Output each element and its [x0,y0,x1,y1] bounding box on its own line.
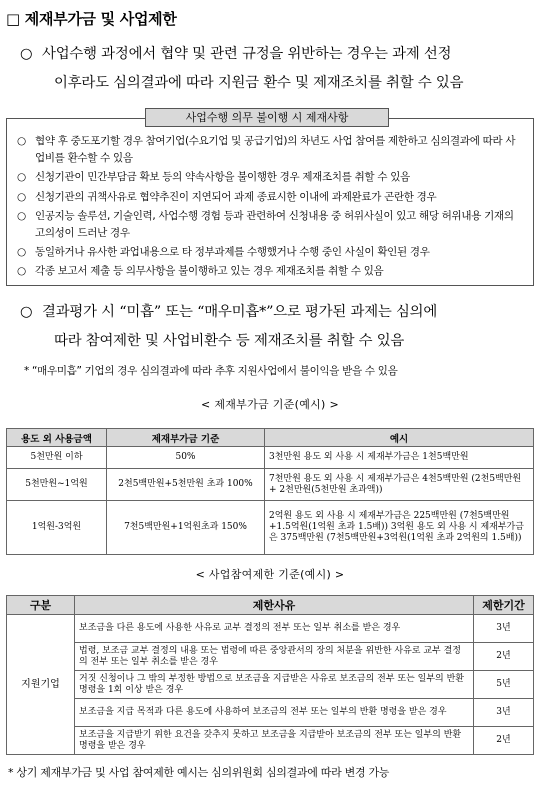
sanctions-box [6,118,534,286]
footnote-change-notice: * 상기 제재부가금 및 사업 참여제한 예시는 심의위원회 심의결과에 따라 변경 가능 [8,766,390,779]
paragraph-evaluation [20,298,532,356]
footnote-very-poor: * “매우미흡” 기업의 경우 심의결과에 따라 추후 지원사업에서 불이익을 받을 수 있음 [24,365,398,377]
example-cell: 2억원 용도 외 사용 시 제재부가금은 225백만원 (7천5백만원+1.5억원(1억원 초과 1.5배)) 3억원 용도 외 사용 시 제재부가금은 375백만원 (7천5백만원+3억원(1억원 초과 2억원의 1.5배)) [265,501,534,555]
sanction-text: 인공지능 솔루션, 기술인력, 사업수행 경험 등과 관련하여 신청내용 중 허위사실이 있고 해당 허위내용 기재의 고의성이 드러난 경우 [35,209,514,240]
circle-bullet-icon: ○ [20,304,33,320]
paragraph-line-2: 이후라도 심의결과에 따라 지원금 환수 및 제재조치를 취할 수 있음 [54,75,464,91]
reason-cell: 법령, 보조금 교부 결정의 내용 또는 법령에 따른 중앙관서의 장의 처분을 위반한 사유로 교부 결정의 전부 또는 일부 취소를 받은 경우 [75,643,474,671]
reason-cell: 보조금을 지급 목적과 다른 용도에 사용하여 보조금의 전부 또는 일부의 반환 명령을 받은 경우 [75,699,474,727]
sanction-item [17,244,525,261]
sanction-item [17,189,525,206]
sanction-text: 신청기관의 귀책사유로 협약추진이 지연되어 과제 종료시한 이내에 과제완료가 곤란한 경우 [35,190,437,203]
rule-cell: 50% [107,447,265,469]
rule-cell: 7천5백만원+1억원초과 150% [107,501,265,555]
amount-cell: 5천만원 이하 [7,447,107,469]
table-header-row [7,596,534,615]
sanction-item [17,263,525,280]
paragraph-violation [20,40,532,98]
table-row [7,615,534,643]
table-row [7,699,534,727]
paragraph-line-2: 따라 참여제한 및 사업비환수 등 제재조치를 취할 수 있음 [54,333,405,349]
period-cell: 5년 [474,671,534,699]
reason-cell: 보조금을 지급받기 위한 요건을 갖추지 못하고 보조금을 지급받아 보조금의 전부 또는 일부의 반환명령을 받은 경우 [75,727,474,755]
circle-bullet-icon: ○ [17,246,26,259]
circle-bullet-icon: ○ [17,135,26,147]
sanction-item [17,208,525,242]
restriction-table [6,595,534,755]
period-cell: 2년 [474,643,534,671]
amount-cell: 1억원-3억원 [7,501,107,555]
sanction-text: 신청기관이 민간부담금 확보 등의 약속사항을 불이행한 경우 제재조치를 취할 수 있음 [35,171,410,184]
table2-caption: < 사업참여제한 기준(예시) > [195,568,345,581]
rule-cell: 2천5백만원+5천만원 초과 100% [107,469,265,501]
table-row [7,447,534,469]
circle-bullet-icon: ○ [17,265,26,278]
paragraph-line-1: 결과평가 시 “미흡” 또는 “매우미흡*”으로 평가된 과제는 심의에 [42,304,438,320]
circle-bullet-icon: ○ [17,171,26,184]
period-cell: 3년 [474,699,534,727]
period-cell: 3년 [474,615,534,643]
sanction-item [17,133,525,167]
table-row [7,671,534,699]
penalty-table [6,428,534,555]
circle-bullet-icon: ○ [17,209,26,222]
category-cell: 지원기업 [7,615,75,755]
reason-cell: 거짓 신청이나 그 밖의 부정한 방법으로 보조금을 지급받은 사유로 보조금의 전부 또는 일부의 반환명령을 1회 이상 받은 경우 [75,671,474,699]
column-header: 제한사유 [75,596,474,615]
section-title: □ 제재부가금 및 사업제한 [6,10,177,28]
sanction-text: 동일하거나 유사한 과업내용으로 타 정부과제를 수행했거나 수행 중인 사실이 확인된 경우 [35,246,430,259]
table-row [7,727,534,755]
column-header: 용도 외 사용금액 [7,429,107,447]
table-header-row [7,429,534,447]
column-header: 제한기간 [474,596,534,615]
amount-cell: 5천만원~1억원 [7,469,107,501]
column-header: 제재부가금 기준 [107,429,265,447]
period-cell: 2년 [474,727,534,755]
sanctions-box-title: 사업수행 의무 불이행 시 제재사항 [145,108,389,127]
circle-bullet-icon: ○ [17,190,26,203]
example-cell: 3천만원 용도 외 사용 시 제재부가금은 1천5백만원 [265,447,534,469]
table1-caption: < 제재부가금 기준(예시) > [201,398,339,411]
sanction-text: 협약 후 중도포기할 경우 참여기업(수요기업 및 공급기업)의 차년도 사업 참여를 제한하고 심의결과에 따라 사업비를 환수할 수 있음 [35,135,516,165]
column-header: 구분 [7,596,75,615]
sanction-item [17,169,525,186]
paragraph-line-1: 사업수행 과정에서 협약 및 관련 규정을 위반하는 경우는 과제 선정 [42,46,452,62]
table-row [7,501,534,555]
reason-cell: 보조금을 다른 용도에 사용한 사유로 교부 결정의 전부 또는 일부 취소를 받은 경우 [75,615,474,643]
sanction-text: 각종 보고서 제출 등 의무사항을 불이행하고 있는 경우 제재조치를 취할 수 있음 [35,265,384,278]
circle-bullet-icon: ○ [20,46,33,62]
example-cell: 7천만원 용도 외 사용 시 제재부가금은 4천5백만원 (2천5백만원 + 2천만원(5천만원 초과액)) [265,469,534,501]
column-header: 예시 [265,429,534,447]
table-row [7,643,534,671]
table-row [7,469,534,501]
